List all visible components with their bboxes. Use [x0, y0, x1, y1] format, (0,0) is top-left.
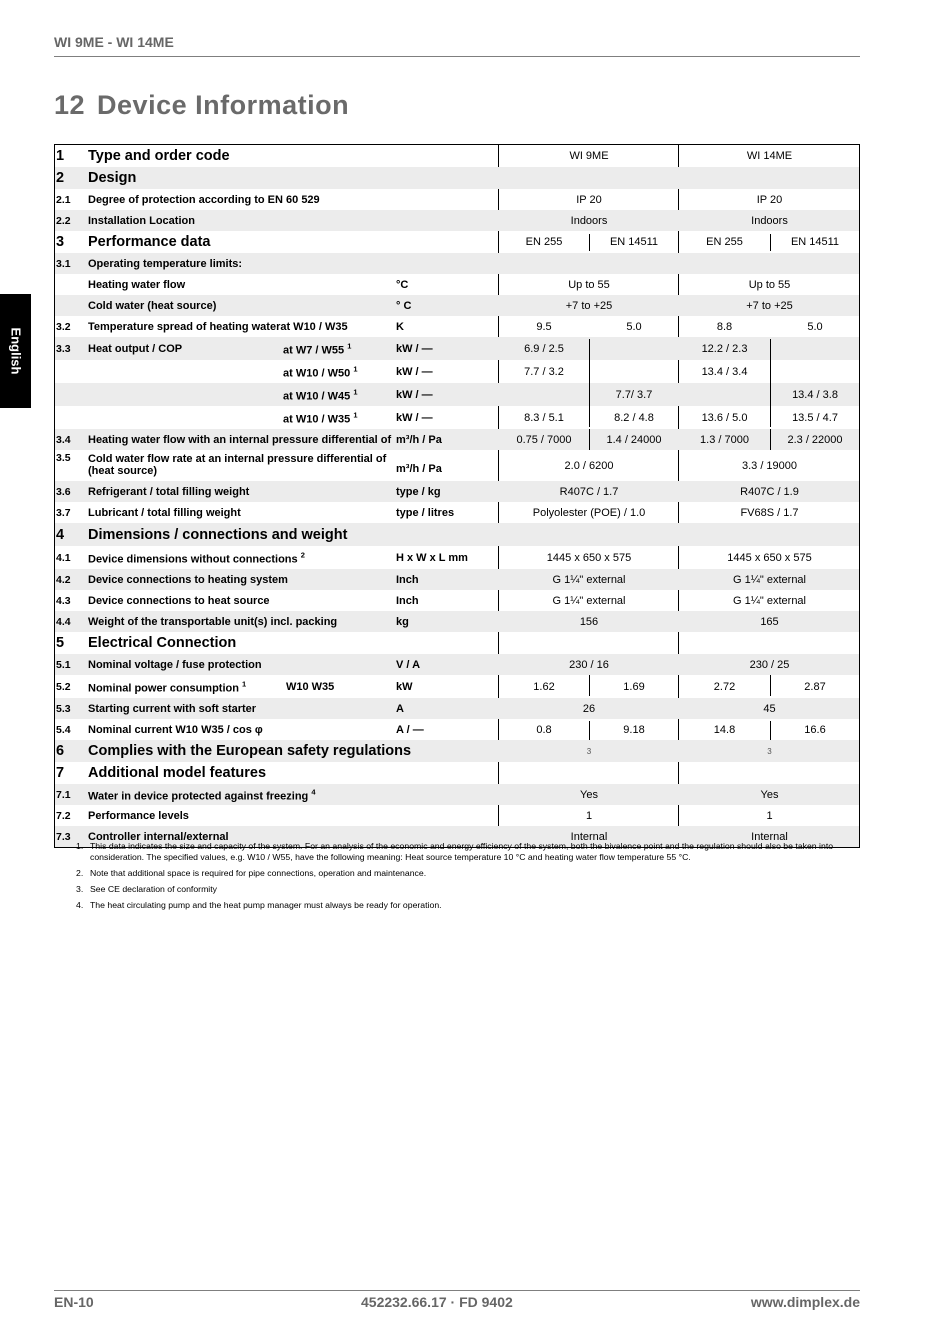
cell-value: 1 — [585, 809, 593, 822]
row-label: Temperature spread of heating waterat W10 / W35 — [88, 320, 348, 333]
row-condition: at W10 / W50 $^1$ — [283, 364, 358, 379]
cell-value: 8.3 / 5.1 — [524, 411, 564, 424]
row-unit: A — [396, 702, 404, 715]
cell-value: 3.3 / 19000 — [741, 459, 798, 472]
table-row — [55, 654, 859, 675]
cell-value: 14.8 — [713, 723, 736, 736]
row-number: 5 — [56, 635, 65, 651]
cell-divider — [589, 234, 590, 251]
row-label: Weight of the transportable unit(s) incl. packing — [88, 615, 338, 628]
cell-value: 2.0 / 6200 — [564, 459, 614, 472]
language-tab-label: English — [8, 327, 23, 375]
row-number: 4.1 — [56, 551, 71, 564]
table-row — [55, 523, 859, 546]
cell-value: 9.18 — [623, 723, 645, 736]
table-row — [55, 295, 859, 316]
cell-value: G 1¼" external — [733, 573, 806, 586]
footnote-ref: 3 — [586, 746, 592, 756]
table-row — [55, 546, 859, 569]
table-row — [55, 590, 859, 611]
row-unit: type / kg — [396, 485, 441, 498]
cell-value: 13.6 / 5.0 — [701, 411, 748, 424]
cell-value: R407C / 1.9 — [740, 485, 799, 498]
device-info-table — [54, 144, 860, 848]
cell-value: 2.87 — [804, 680, 826, 693]
row-unit: type / litres — [396, 506, 455, 519]
row-unit: A / — — [396, 723, 424, 736]
cell-divider — [770, 360, 771, 383]
cell-value: 2.3 / 22000 — [787, 433, 843, 446]
table-row — [55, 231, 859, 253]
table-row — [55, 784, 859, 805]
cell-value: 45 — [763, 702, 776, 715]
row-unit: K — [396, 320, 404, 333]
footnote: 1. This data indicates the size and capacity of the system. For an analysis of the economic and energy efficiency of the system, both the bivalence point and the regulation should also be taken into consideration. The specified values, e.g. W10 / W55, have the following meaning: Heat source temperature 10 °C and heating water flow temperature 55 °C. — [76, 841, 834, 862]
row-number: 2 — [56, 170, 65, 186]
cell-divider — [770, 383, 771, 406]
cell-value: 5.0 — [626, 320, 642, 333]
cell-value: EN 255 — [706, 236, 743, 248]
row-condition: at W7 / W55 $^1$ — [283, 341, 352, 356]
row-number: 1 — [56, 148, 65, 164]
row-label: Cold water flow rate at an internal pressure differential of (heat source) — [88, 453, 387, 477]
cell-divider — [770, 721, 771, 740]
cell-value: 1.69 — [623, 680, 645, 693]
cell-divider — [589, 339, 590, 360]
table-row — [55, 675, 859, 698]
cell-value: R407C / 1.7 — [559, 485, 619, 498]
row-unit: Inch — [396, 594, 419, 607]
cell-value: Polyolester (POE) / 1.0 — [532, 506, 646, 519]
cell-divider — [589, 721, 590, 740]
cell-value: 16.6 — [804, 723, 826, 736]
table-row — [55, 698, 859, 719]
row-label: Water in device protected against freezing $^4$ — [88, 787, 316, 802]
row-label: Device connections to heating system — [88, 573, 288, 586]
cell-value: +7 to +25 — [746, 299, 793, 312]
row-unit: °C — [396, 278, 409, 291]
table-row — [55, 450, 859, 481]
row-label: Nominal current W10 W35 / cos φ — [88, 723, 263, 736]
row-number: 4.3 — [56, 594, 71, 607]
cell-divider — [589, 429, 590, 450]
row-number: 5.1 — [56, 658, 71, 671]
page-number: EN-10 — [54, 1294, 94, 1310]
table-row — [55, 274, 859, 295]
row-number: 5.2 — [56, 680, 71, 693]
page-title — [54, 90, 349, 121]
cell-divider — [589, 360, 590, 383]
cell-value: 7.7 / 3.2 — [524, 365, 564, 378]
cell-value: 7.7/ 3.7 — [615, 388, 653, 401]
row-label: Operating temperature limits: — [88, 257, 243, 270]
cell-value: 1.3 / 7000 — [700, 433, 749, 446]
cell-value: 165 — [760, 615, 779, 628]
cell-value: G 1¼" external — [733, 594, 806, 607]
cell-value: G 1¼" external — [552, 573, 626, 586]
cell-divider — [770, 406, 771, 427]
cell-value: Up to 55 — [568, 278, 610, 291]
row-unit: V / A — [396, 658, 421, 671]
row-label: Nominal power consumption $^1$ — [88, 679, 247, 694]
row-unit: kW / — — [396, 411, 433, 424]
row-condition: at W10 / W35 $^1$ — [283, 410, 358, 425]
row-label: Complies with the European safety regulations — [88, 743, 412, 759]
cell-value: 0.75 / 7000 — [516, 433, 572, 446]
table-row — [55, 167, 859, 189]
header-title: WI 9ME - WI 14ME — [54, 34, 174, 50]
cell-value: +7 to +25 — [565, 299, 613, 312]
table-row — [55, 337, 859, 360]
row-number: 7 — [56, 765, 65, 781]
cell-value: Up to 55 — [748, 278, 791, 291]
row-unit: kW / — — [396, 388, 433, 401]
cell-value: 1445 x 650 x 575 — [546, 551, 632, 564]
row-number: 3.4 — [56, 433, 71, 446]
row-label: Design — [88, 170, 137, 186]
row-number: 5.4 — [56, 723, 71, 736]
table-row — [55, 253, 859, 274]
table-row — [55, 611, 859, 632]
cell-value: 230 / 16 — [569, 658, 609, 671]
row-label: Device connections to heat source — [88, 594, 270, 607]
cell-value: 1445 x 650 x 575 — [727, 551, 812, 564]
row-label: Refrigerant / total filling weight — [88, 485, 250, 498]
cell-value: 5.0 — [807, 320, 823, 333]
footnote-ref: 3 — [767, 746, 772, 756]
row-number: 7.3 — [56, 830, 71, 843]
cell-value: EN 255 — [525, 236, 563, 248]
cell-value: 13.4 / 3.8 — [792, 388, 838, 401]
row-label: Heating water flow with an internal pressure differential of — [88, 433, 392, 446]
cell-value: 230 / 25 — [749, 658, 790, 671]
table-row — [55, 360, 859, 383]
cell-value: Indoors — [570, 214, 608, 227]
cell-divider — [589, 383, 590, 406]
row-label: Type and order code — [88, 148, 230, 164]
page-header — [54, 34, 860, 57]
cell-value: IP 20 — [576, 193, 602, 206]
page-footer — [54, 1290, 860, 1315]
cell-value: 8.2 / 4.8 — [614, 411, 654, 424]
row-label: Heat output / COP — [88, 342, 183, 355]
table-row — [55, 316, 859, 337]
table-row — [55, 406, 859, 429]
row-number: 4.2 — [56, 573, 71, 586]
cell-value: 1.4 / 24000 — [606, 433, 662, 446]
row-unit: H x W x L mm — [396, 551, 468, 564]
row-label: Device dimensions without connections $^2$ — [88, 550, 305, 565]
document-number: 452232.66.17 · FD 9402 — [361, 1294, 513, 1310]
footnotes — [76, 841, 856, 916]
cell-value: 12.2 / 2.3 — [701, 342, 748, 355]
table-row — [55, 632, 859, 654]
cell-divider — [589, 675, 590, 696]
row-label: Installation Location — [88, 214, 195, 227]
table-row — [55, 740, 859, 762]
row-unit: kW / — — [396, 342, 433, 355]
cell-value: IP 20 — [756, 193, 783, 206]
cell-divider — [770, 429, 771, 450]
cell-value: Indoors — [751, 214, 788, 227]
cell-value: Yes — [580, 788, 598, 801]
cell-divider — [770, 675, 771, 696]
cell-value: 1 — [766, 809, 773, 822]
row-unit: kW / — — [396, 365, 433, 378]
row-label: Controller internal/external — [88, 830, 229, 843]
row-unit: ° C — [396, 299, 412, 312]
table-row — [55, 210, 859, 231]
row-number: 3.1 — [56, 257, 71, 270]
row-label: Dimensions / connections and weight — [88, 526, 348, 543]
cell-value: EN 14511 — [609, 236, 659, 248]
row-number: 2.1 — [56, 193, 71, 206]
cell-value: Internal — [570, 830, 608, 843]
website-link[interactable]: www.dimplex.de — [750, 1294, 860, 1310]
table-row — [55, 805, 859, 826]
row-number: 6 — [56, 743, 65, 759]
cell-value: Internal — [751, 830, 788, 843]
cell-value: 156 — [579, 615, 599, 628]
row-label: Cold water (heat source) — [88, 299, 217, 312]
row-number: 5.3 — [56, 702, 71, 715]
row-number: 4.4 — [56, 615, 71, 628]
model-wi9me: WI 9ME — [569, 150, 609, 162]
table-row — [55, 569, 859, 590]
table-row — [55, 481, 859, 502]
row-label: Nominal voltage / fuse protection — [88, 658, 262, 671]
cell-divider — [770, 234, 771, 251]
row-condition: at W10 / W45 $^1$ — [283, 387, 358, 402]
cell-value: FV68S / 1.7 — [740, 506, 799, 519]
row-number: 2.2 — [56, 214, 71, 227]
row-number: 7.2 — [56, 809, 71, 822]
cell-value: 2.72 — [713, 680, 736, 693]
cell-divider — [770, 339, 771, 360]
row-number: 3 — [56, 234, 65, 250]
row-number: 3.5 — [56, 452, 71, 464]
row-label: Performance data — [88, 234, 211, 250]
cell-value: G 1¼" external — [552, 594, 626, 607]
row-unit: m³/h / Pa — [396, 463, 442, 475]
row-condition: W10 W35 — [286, 680, 335, 693]
cell-value: Yes — [760, 788, 779, 801]
table-row — [55, 502, 859, 523]
table-row — [55, 189, 859, 210]
row-number: 4 — [56, 526, 65, 543]
table-row — [55, 719, 859, 740]
cell-value: 13.4 / 3.4 — [701, 365, 748, 378]
model-wi14me: WI 14ME — [746, 150, 793, 162]
row-number: 3.7 — [56, 506, 71, 519]
table-row — [55, 383, 859, 406]
table-row — [55, 762, 859, 784]
cell-value: 1.62 — [533, 680, 555, 693]
row-unit: kg — [396, 615, 409, 628]
footnote: 2. Note that additional space is required for pipe connections, operation and maintenance. — [76, 868, 427, 878]
cell-divider — [589, 406, 590, 427]
cell-value: EN 14511 — [790, 236, 840, 248]
table-row — [55, 145, 859, 167]
row-number: 7.1 — [56, 788, 71, 801]
section-title: Device Information — [97, 90, 350, 120]
row-number: 3.2 — [56, 320, 71, 333]
cell-value: 0.8 — [536, 723, 552, 736]
row-number: 3.3 — [56, 342, 71, 355]
language-tab[interactable] — [0, 294, 31, 408]
row-label: Performance levels — [88, 809, 189, 822]
row-label: Lubricant / total filling weight — [88, 506, 241, 519]
cell-value: 8.8 — [716, 320, 733, 333]
row-number: 3.6 — [56, 485, 71, 498]
footnote: 4. The heat circulating pump and the heat pump manager must always be ready for operation. — [76, 900, 442, 910]
row-label: Starting current with soft starter — [88, 702, 257, 715]
cell-value: 9.5 — [536, 320, 552, 333]
table-row — [55, 429, 859, 450]
row-label: Electrical Connection — [88, 635, 237, 651]
row-label: Additional model features — [88, 765, 267, 781]
cell-value: 13.5 / 4.7 — [792, 411, 838, 424]
row-label: Heating water flow — [88, 278, 186, 291]
row-label: Degree of protection according to EN 60 529 — [88, 193, 320, 206]
cell-value: 6.9 / 2.5 — [524, 342, 564, 355]
cell-value: 26 — [582, 702, 596, 715]
section-number: 12 — [54, 90, 86, 120]
row-unit: m³/h / Pa — [396, 433, 442, 446]
footnote: 3. See CE declaration of conformity — [76, 884, 217, 894]
row-unit: Inch — [396, 573, 419, 586]
row-unit: kW — [396, 680, 413, 693]
